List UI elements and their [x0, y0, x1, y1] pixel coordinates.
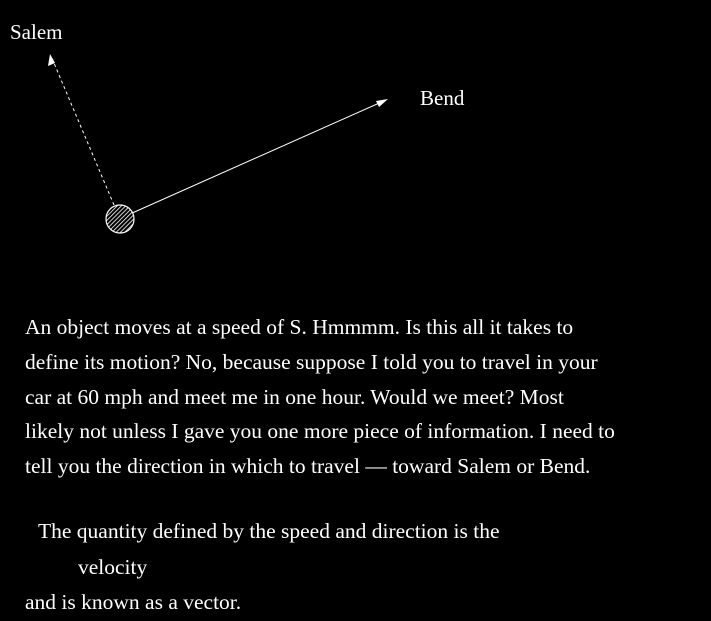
paragraph-line: likely not unless I gave you one more piece of information. I need to [25, 419, 615, 444]
bend-path-arrow [130, 99, 388, 214]
paragraph-line: tell you the direction in which to travel –– toward Salem or Bend. [25, 454, 591, 479]
bend-label: Bend [420, 86, 465, 110]
explanation-paragraph [25, 310, 711, 484]
salem-label: Salem [10, 20, 63, 44]
salem-path-arrow [48, 54, 114, 205]
definition-outro: and is known as a vector. [25, 590, 242, 614]
origin-object-icon [106, 205, 134, 233]
definition-term: velocity [78, 555, 148, 579]
motion-diagram [0, 0, 711, 300]
definition-intro: The quantity defined by the speed and direction is the [38, 519, 500, 543]
paragraph-line: An object moves at a speed of S. Hmmmm. Is this all it takes to [25, 315, 574, 339]
paragraph-line: car at 60 mph and meet me in one hour. Would we meet? Most [25, 384, 564, 409]
paragraph-line: define its motion? No, because suppose I told you to travel in your [25, 349, 598, 374]
